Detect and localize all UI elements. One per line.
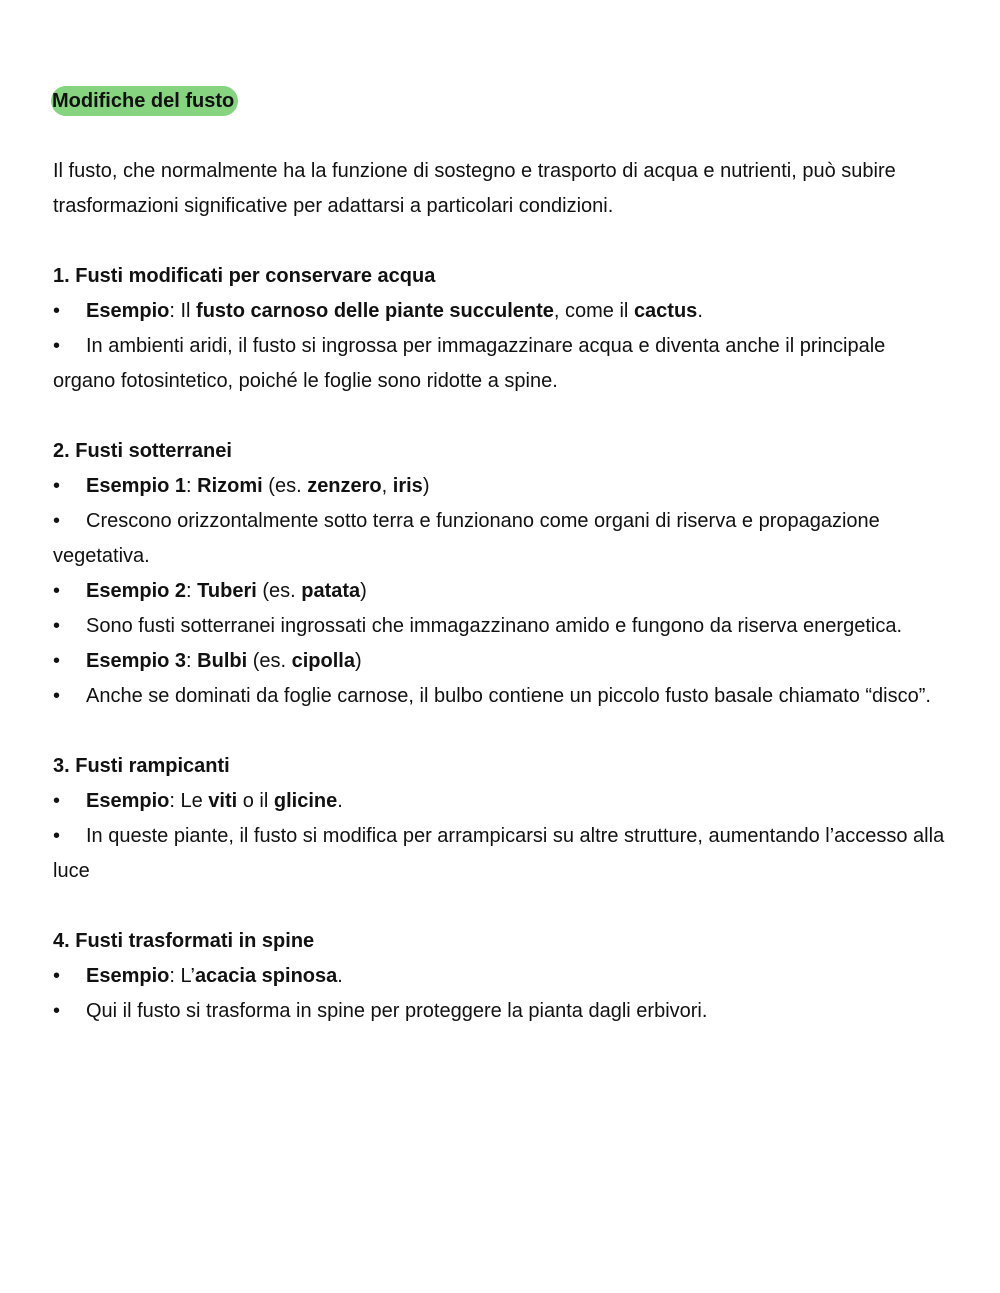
bold-text: Esempio bbox=[86, 965, 170, 987]
blank-line bbox=[53, 889, 953, 924]
bold-text: iris bbox=[392, 475, 423, 497]
text-run: Anche se dominati da foglie carnose, il bulbo contiene un piccolo fusto basale chiamato “disco”. bbox=[86, 685, 931, 707]
bullet-item bbox=[53, 784, 953, 819]
bullet-glyph: • bbox=[53, 300, 61, 322]
text-run: : Le bbox=[169, 790, 209, 812]
bullet-icon bbox=[53, 574, 86, 609]
blank-line bbox=[53, 224, 953, 259]
bullet-icon bbox=[53, 294, 86, 329]
text-run: : bbox=[186, 650, 198, 672]
bullet-glyph: • bbox=[53, 825, 61, 847]
bullet-glyph: • bbox=[53, 475, 61, 497]
bullet-icon bbox=[53, 329, 86, 364]
bold-text: fusto carnoso delle piante succulente bbox=[196, 300, 554, 322]
text-run: : bbox=[186, 580, 198, 602]
bold-text: Esempio 3 bbox=[86, 650, 187, 672]
bullet-item bbox=[53, 819, 953, 889]
blank-line bbox=[53, 714, 953, 749]
section-heading: 4. Fusti trasformati in spine bbox=[53, 930, 315, 952]
bold-text: zenzero bbox=[307, 475, 382, 497]
bold-text: acacia spinosa bbox=[194, 965, 338, 987]
text-run: , bbox=[381, 475, 393, 497]
bullet-glyph: • bbox=[53, 965, 61, 987]
text-run: ) bbox=[422, 475, 430, 497]
section-heading: 3. Fusti rampicanti bbox=[53, 755, 230, 777]
text-run: Sono fusti sotterranei ingrossati che immagazzinano amido e fungono da riserva energetica. bbox=[86, 615, 903, 637]
bullet-item bbox=[53, 294, 953, 329]
bullet-icon bbox=[53, 609, 86, 644]
bullet-item bbox=[53, 574, 953, 609]
text-run: In queste piante, il fusto si modifica per arrampicarsi su altre strutture, aumentando l’accesso alla luce bbox=[53, 825, 945, 882]
bold-text: Esempio 1 bbox=[86, 475, 187, 497]
text-run: (es. bbox=[256, 580, 302, 602]
bullet-item bbox=[53, 504, 953, 574]
bold-text: Esempio bbox=[86, 790, 170, 812]
title-row bbox=[53, 84, 953, 119]
intro-paragraph: Il fusto, che normalmente ha la funzione di sostegno e trasporto di acqua e nutrienti, può subire trasformazioni significative per adattarsi a particolari condizioni. bbox=[53, 160, 896, 217]
bold-text: viti bbox=[208, 790, 238, 812]
bullet-icon bbox=[53, 504, 86, 539]
text-run: Qui il fusto si trasforma in spine per proteggere la pianta dagli erbivori. bbox=[86, 1000, 708, 1022]
bullet-item bbox=[53, 644, 953, 679]
blank-line bbox=[53, 399, 953, 434]
bullet-glyph: • bbox=[53, 1000, 61, 1022]
bullet-icon bbox=[53, 679, 86, 714]
bullet-icon bbox=[53, 819, 86, 854]
highlighted-title: Modifiche del fusto bbox=[52, 86, 238, 116]
bullet-glyph: • bbox=[53, 510, 61, 532]
bullet-icon bbox=[53, 469, 86, 504]
text-run: . bbox=[337, 790, 343, 812]
text-run: : L’ bbox=[169, 965, 195, 987]
bold-text: Tuberi bbox=[197, 580, 257, 602]
bold-text: Bulbi bbox=[197, 650, 248, 672]
bullet-icon bbox=[53, 784, 86, 819]
bold-text: glicine bbox=[273, 790, 338, 812]
bold-text: cactus bbox=[633, 300, 698, 322]
bullet-glyph: • bbox=[53, 650, 61, 672]
text-run: . bbox=[337, 965, 343, 987]
section-heading: 2. Fusti sotterranei bbox=[53, 440, 232, 462]
text-run: Crescono orizzontalmente sotto terra e funzionano come organi di riserva e propagazione vegetativa. bbox=[53, 510, 880, 567]
text-run: , come il bbox=[553, 300, 634, 322]
bullet-icon bbox=[53, 994, 86, 1029]
bullet-item bbox=[53, 959, 953, 994]
text-run: : Il bbox=[169, 300, 197, 322]
section-heading: 1. Fusti modificati per conservare acqua bbox=[53, 265, 436, 287]
bullet-item bbox=[53, 329, 953, 399]
bold-text: Rizomi bbox=[197, 475, 263, 497]
bold-text: Esempio 2 bbox=[86, 580, 187, 602]
text-run: In ambienti aridi, il fusto si ingrossa per immagazzinare acqua e diventa anche il principale organo fotosintetico, poiché le foglie sono ridotte a spine. bbox=[53, 335, 886, 392]
bullet-glyph: • bbox=[53, 615, 61, 637]
bullet-item bbox=[53, 679, 953, 714]
text-run: : bbox=[186, 475, 198, 497]
bold-text: Esempio bbox=[86, 300, 170, 322]
text-run: o il bbox=[237, 790, 274, 812]
bullet-glyph: • bbox=[53, 580, 61, 602]
bold-text: cipolla bbox=[291, 650, 355, 672]
bullet-item bbox=[53, 994, 953, 1029]
bullet-item bbox=[53, 469, 953, 504]
bullet-icon bbox=[53, 959, 86, 994]
text-run: ) bbox=[360, 580, 367, 602]
text-run: . bbox=[697, 300, 703, 322]
text-run: (es. bbox=[262, 475, 308, 497]
text-run: ) bbox=[354, 650, 362, 672]
text-run: (es. bbox=[247, 650, 292, 672]
document-page bbox=[53, 84, 953, 1029]
bold-text: patata bbox=[301, 580, 361, 602]
bullet-item bbox=[53, 609, 953, 644]
bullet-glyph: • bbox=[53, 335, 61, 357]
bullet-glyph: • bbox=[53, 685, 61, 707]
bullet-icon bbox=[53, 644, 86, 679]
sections-container bbox=[53, 224, 953, 1029]
bullet-glyph: • bbox=[53, 790, 61, 812]
